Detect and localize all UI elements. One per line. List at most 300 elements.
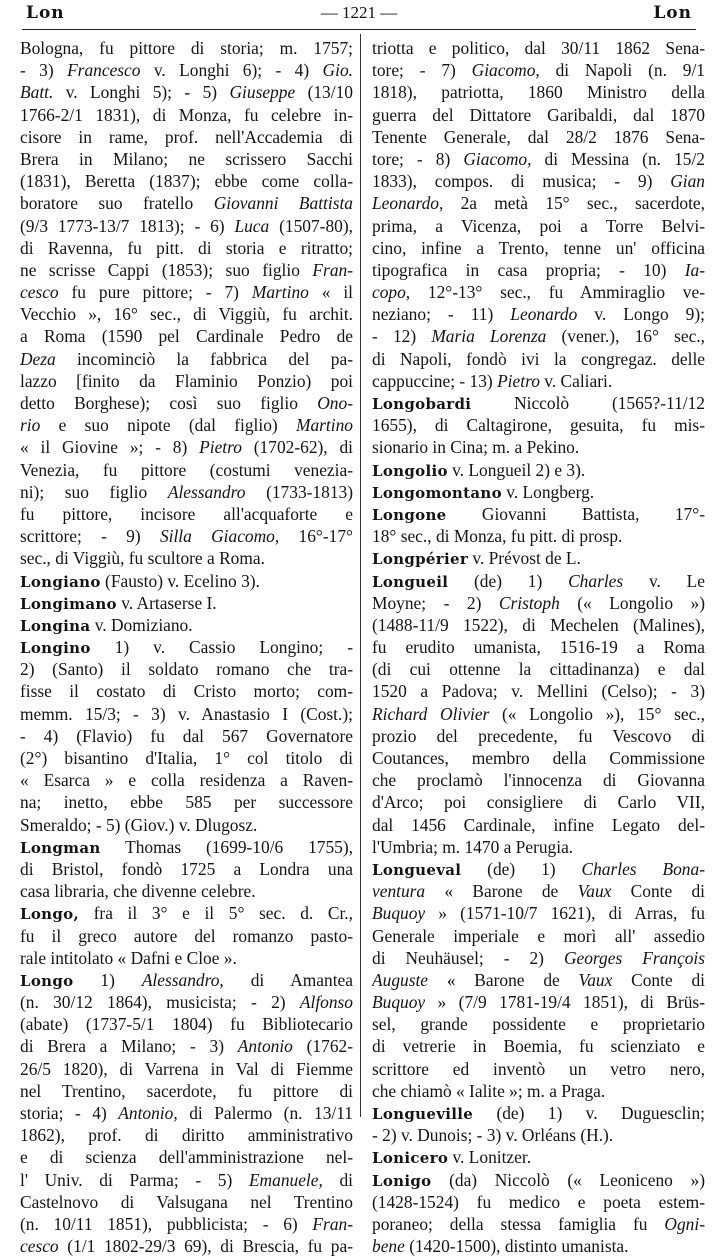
text-line bbox=[20, 259, 353, 281]
text-line bbox=[20, 1235, 353, 1257]
right-column bbox=[372, 37, 705, 1257]
text-segment: 2) (Santo) il soldato romano che tra- bbox=[20, 659, 353, 680]
italic-name: Cristoph bbox=[498, 592, 560, 613]
text-line bbox=[20, 1146, 353, 1168]
text-segment: e suo nipote (dal figlio) bbox=[40, 415, 296, 436]
text-line bbox=[372, 192, 705, 214]
text-segment: di Ravenna, fu pitt. di storia e ritratto; bbox=[20, 237, 353, 258]
text-line bbox=[372, 1191, 705, 1213]
text-line bbox=[20, 570, 353, 592]
text-segment: ne scrisse Cappi (1853); suo figlio bbox=[20, 259, 313, 280]
text-line bbox=[372, 525, 705, 547]
text-segment: Conte di bbox=[611, 881, 705, 902]
entry-headword: Lonigo bbox=[372, 1171, 432, 1190]
entry-headword: Longman bbox=[20, 838, 101, 857]
text-segment: memm. 15/3; - 3) v. Anastasio I (Cost.); bbox=[20, 703, 353, 724]
text-line bbox=[20, 547, 353, 569]
text-line bbox=[372, 148, 705, 170]
text-segment: v. Longueil 2) e 3). bbox=[447, 459, 586, 480]
text-segment: 1766-2/1 1831), di Monza, fu celebre in- bbox=[20, 104, 353, 125]
text-line bbox=[372, 747, 705, 769]
text-line bbox=[20, 791, 353, 813]
text-segment: (1831), Beretta (1837); ebbe come colla- bbox=[20, 171, 353, 192]
text-line bbox=[20, 192, 353, 214]
text-segment: (1733-1813) bbox=[245, 481, 353, 502]
text-line bbox=[20, 525, 353, 547]
text-segment: 1862), prof. di diritto amministrativo bbox=[20, 1125, 353, 1146]
text-segment: (1420-1500), distinto umanista. bbox=[404, 1236, 629, 1257]
text-segment: di Brera a Milano; - 3) bbox=[20, 1036, 238, 1057]
text-segment: Bologna, fu pittore di storia; m. 1757; bbox=[20, 38, 353, 58]
text-line bbox=[372, 1146, 705, 1168]
text-segment: v. Artaserse I. bbox=[116, 592, 217, 613]
text-segment: di bbox=[322, 1169, 353, 1190]
text-line bbox=[20, 1013, 353, 1035]
text-line bbox=[372, 969, 705, 991]
text-line bbox=[20, 170, 353, 192]
text-line bbox=[372, 170, 705, 192]
italic-name: Giacomo, bbox=[463, 148, 532, 169]
text-line bbox=[20, 836, 353, 858]
italic-name: rio bbox=[20, 415, 41, 436]
text-line bbox=[20, 37, 353, 59]
italic-name: Giacomo, bbox=[471, 60, 540, 81]
text-segment: 2a metà 15° sec., sacerdote, bbox=[443, 193, 705, 214]
text-segment: (vener.), 16° sec., bbox=[546, 326, 705, 347]
text-segment: neziano; - 11) bbox=[372, 304, 511, 325]
text-line bbox=[372, 237, 705, 259]
italic-name: Antonio bbox=[237, 1036, 293, 1057]
text-line bbox=[372, 703, 705, 725]
text-line bbox=[20, 1169, 353, 1191]
text-segment: 1520 a Padova; v. Mellini (Celso); - 3) bbox=[372, 681, 705, 702]
text-segment: « Barone de bbox=[428, 969, 579, 990]
text-line bbox=[20, 947, 353, 969]
text-line bbox=[20, 814, 353, 836]
italic-name: Buquoy bbox=[372, 903, 426, 924]
text-line bbox=[372, 81, 705, 103]
text-line bbox=[20, 303, 353, 325]
text-segment: (9/3 1773-13/7 1813); - 6) bbox=[20, 215, 235, 236]
entry-headword: Longueville bbox=[372, 1105, 474, 1123]
text-segment: guerra del Dittatore Garibaldi, dal 1870 bbox=[372, 104, 705, 125]
italic-name: Fran- bbox=[312, 1213, 353, 1234]
text-line bbox=[372, 436, 705, 458]
text-line bbox=[20, 215, 353, 237]
text-line bbox=[20, 1213, 353, 1235]
text-line bbox=[372, 614, 705, 636]
text-line bbox=[20, 503, 353, 525]
text-segment: prima, a Vicenza, poi a Torre Belvi- bbox=[372, 215, 705, 236]
text-segment: Generale imperiale e morì all' assedio bbox=[372, 925, 705, 946]
text-line bbox=[20, 481, 353, 503]
italic-name: Batt. bbox=[20, 82, 54, 103]
text-segment: 12°-13° sec., fu Ammiraglio ve- bbox=[410, 282, 705, 303]
italic-name: Martino bbox=[295, 415, 353, 436]
text-line bbox=[372, 503, 705, 525]
entry-headword: Longina bbox=[20, 616, 91, 635]
column-divider bbox=[360, 34, 361, 1117]
text-line bbox=[20, 59, 353, 81]
text-segment: che chiamò « Ialite »; m. a Praga. bbox=[372, 1080, 606, 1101]
text-line bbox=[372, 858, 705, 880]
text-line bbox=[20, 1191, 353, 1213]
text-segment: « il bbox=[308, 282, 353, 303]
text-line bbox=[20, 658, 353, 680]
text-line bbox=[20, 769, 353, 791]
text-segment: Moyne; - 2) bbox=[372, 592, 499, 613]
text-segment: Niccolò (1565?-11/12 bbox=[471, 393, 705, 413]
text-segment: di Napoli (n. 9/1 bbox=[539, 60, 705, 81]
text-line bbox=[20, 1102, 353, 1124]
text-line bbox=[372, 680, 705, 702]
text-line bbox=[20, 436, 353, 458]
text-segment: Giovanni Battista, 17°- bbox=[446, 503, 705, 524]
text-segment: e di scienza dell'amministrazione nel- bbox=[20, 1147, 353, 1168]
text-segment: fu pittore, incisore all'acquaforte e bbox=[20, 503, 353, 524]
entry-headword: Longobardi bbox=[372, 395, 472, 413]
text-segment: - 3) bbox=[20, 60, 68, 81]
text-line bbox=[372, 902, 705, 924]
italic-name: Alfonso bbox=[299, 992, 353, 1013]
text-segment: Vecchio », 16° sec., di Viggiù, fu archit. bbox=[20, 304, 353, 325]
text-segment: (« Longolio »), 15° sec., bbox=[489, 703, 705, 724]
text-line bbox=[372, 1013, 705, 1035]
text-segment: v. Longo 9); bbox=[577, 304, 705, 325]
text-segment: scrittore ed inventò un vetro nero, bbox=[372, 1058, 705, 1079]
text-segment: fu erudito umanista, 1516-19 a Roma bbox=[372, 637, 705, 658]
text-segment: 1818), patriotta, 1860 Ministro della bbox=[372, 82, 705, 103]
text-line bbox=[372, 1213, 705, 1235]
text-segment: (1702-62), di bbox=[241, 437, 353, 458]
text-segment: v. Domiziano. bbox=[90, 614, 193, 635]
text-segment: (1507-80), bbox=[269, 215, 353, 236]
text-segment: (de) 1) v. Duguesclin; bbox=[473, 1103, 705, 1123]
text-segment: (1488-11/9 1522), di Mechelen (Malines), bbox=[372, 614, 705, 635]
text-segment: incominciò la fabbrica del pa- bbox=[55, 348, 353, 369]
text-segment: v. Caliari. bbox=[539, 370, 613, 391]
text-line bbox=[20, 858, 353, 880]
text-line bbox=[20, 1035, 353, 1057]
text-segment: (abate) (1737-5/1 1804) fu Bibliotecario bbox=[20, 1014, 353, 1035]
text-segment: (n. 10/11 1851), pubblicista; - 6) bbox=[20, 1213, 313, 1234]
text-line bbox=[20, 414, 353, 436]
text-segment: 26/5 1820), di Varrena in Val di Fiemme bbox=[20, 1058, 353, 1079]
text-segment: v. Prévost de L. bbox=[468, 548, 581, 569]
italic-name: Ia- bbox=[684, 259, 705, 280]
page-header bbox=[0, 3, 718, 29]
text-line bbox=[372, 1102, 705, 1124]
text-line bbox=[20, 459, 353, 481]
entry-headword: Longone bbox=[372, 505, 447, 524]
text-line bbox=[372, 592, 705, 614]
text-line bbox=[372, 481, 705, 503]
text-segment: (« Longolio ») bbox=[559, 592, 705, 613]
text-segment: triotta e politico, dal 30/11 1862 Sena- bbox=[372, 38, 705, 58]
italic-name: Deza bbox=[20, 348, 56, 369]
entry-headword: Longiano bbox=[20, 572, 101, 591]
text-segment: « Esarca » e colla residenza a Raven- bbox=[20, 770, 353, 791]
text-segment: a Roma (1590 pel Cardinale Pedro de bbox=[20, 326, 353, 347]
text-segment: di vetrerie in Boemia, fu scienziato e bbox=[372, 1036, 705, 1057]
text-segment: tipografica in casa propria; - 10) bbox=[372, 259, 685, 280]
text-segment: (2°) bisantino d'Italia, 1° col titolo di bbox=[20, 748, 353, 768]
text-line bbox=[372, 636, 705, 658]
text-segment: - 2) v. Dunois; - 3) v. Orléans (H.). bbox=[372, 1125, 614, 1146]
text-line bbox=[372, 1169, 705, 1191]
italic-name: Charles Bona- bbox=[581, 858, 705, 879]
text-line bbox=[372, 281, 705, 303]
text-line bbox=[372, 259, 705, 281]
text-segment: lazzo [finito da Flaminio Ponzio) poi bbox=[20, 370, 353, 391]
text-segment: na; inetto, ebbe 585 per successore bbox=[20, 792, 353, 813]
entry-headword: Longino bbox=[20, 639, 91, 658]
text-line bbox=[372, 325, 705, 347]
text-segment: (de) 1) bbox=[461, 858, 582, 879]
text-segment: Brera in Milano; ne scrissero Sacchi bbox=[20, 148, 353, 169]
text-segment: casa libraria, che divenne celebre. bbox=[20, 881, 256, 902]
text-segment: Smeraldo; - 5) (Giov.) v. Dlugosz. bbox=[20, 814, 258, 835]
text-line bbox=[20, 348, 353, 370]
text-line bbox=[20, 592, 353, 614]
text-line bbox=[372, 1235, 705, 1257]
text-segment: 1) v. Cassio Longino; - bbox=[90, 637, 353, 658]
text-line bbox=[372, 348, 705, 370]
italic-name: Charles bbox=[568, 570, 624, 591]
text-line bbox=[372, 303, 705, 325]
text-line bbox=[372, 392, 705, 414]
text-line bbox=[372, 991, 705, 1013]
text-segment: v. Lonitzer. bbox=[448, 1147, 532, 1168]
text-segment: di Amantea bbox=[223, 969, 353, 990]
italic-name: Giovanni Battista bbox=[213, 193, 353, 214]
text-line bbox=[372, 725, 705, 747]
text-segment: nel Trentino, sacerdote, fu pittore di bbox=[20, 1080, 353, 1101]
italic-name: Emanuele, bbox=[248, 1169, 323, 1190]
text-segment: poraneo; della stessa famiglia fu bbox=[372, 1213, 665, 1234]
text-segment: (1/1 1802-29/3 69), di Brescia, fu pa- bbox=[58, 1236, 353, 1257]
italic-name: Ono- bbox=[317, 393, 353, 413]
text-segment: cino, infine a Trento, tenne un' officina bbox=[372, 237, 705, 258]
italic-name: Gian bbox=[670, 171, 705, 192]
italic-name: Francesco bbox=[67, 60, 141, 81]
text-line bbox=[372, 37, 705, 59]
text-line bbox=[372, 570, 705, 592]
text-segment: boratore suo fratello bbox=[20, 193, 214, 214]
text-line bbox=[20, 636, 353, 658]
text-segment: dal 1456 Cardinale, infine Legato del- bbox=[372, 814, 705, 835]
italic-name: Buquoy bbox=[372, 992, 426, 1013]
text-segment: d'Arco; poi consigliere di Carlo VII, bbox=[372, 792, 705, 813]
text-segment: fu il greco autore del romanzo pasto- bbox=[20, 925, 353, 946]
italic-name: Vaux bbox=[577, 881, 612, 902]
text-segment: (Fausto) v. Ecelino 3). bbox=[100, 570, 260, 591]
text-segment: che proclamò l'innocenza di Giovanna bbox=[372, 770, 705, 791]
italic-name: Maria Lorenza bbox=[431, 326, 547, 347]
italic-name: Pietro bbox=[199, 437, 242, 458]
text-segment: tore; - 8) bbox=[372, 148, 464, 169]
text-segment: « il Giovine »; - 8) bbox=[20, 437, 200, 458]
text-line bbox=[20, 614, 353, 636]
text-line bbox=[372, 1058, 705, 1080]
entry-headword: Longimano bbox=[20, 594, 117, 613]
italic-name: Alessandro bbox=[167, 481, 246, 502]
text-line bbox=[20, 104, 353, 126]
text-segment: (1762- bbox=[292, 1036, 353, 1057]
italic-name: ventura bbox=[372, 881, 426, 902]
text-line bbox=[372, 658, 705, 680]
text-line bbox=[20, 725, 353, 747]
text-segment: « Barone de bbox=[425, 881, 578, 902]
italic-name: Richard Olivier bbox=[372, 703, 490, 724]
text-segment: scrittore; - 9) bbox=[20, 526, 160, 547]
text-segment: di Bristol, fondò 1725 a Londra una bbox=[20, 858, 353, 879]
text-segment: rale intitolato « Dafni e Cloe ». bbox=[20, 947, 237, 968]
text-segment: sec., di Viggiù, fu scultore a Roma. bbox=[20, 548, 265, 569]
text-segment: v. Longhi 6); - 4) bbox=[140, 60, 323, 81]
text-segment: » (7/9 1781-19/4 1851), di Brüs- bbox=[425, 992, 705, 1013]
text-line bbox=[20, 747, 353, 769]
text-line bbox=[372, 59, 705, 81]
text-segment: di Messina (n. 15/2 bbox=[531, 148, 705, 169]
text-segment: ni); suo figlio bbox=[20, 481, 168, 502]
text-segment: 18° sec., di Monza, fu pitt. di prosp. bbox=[372, 526, 623, 547]
text-line bbox=[20, 370, 353, 392]
text-line bbox=[372, 791, 705, 813]
italic-name: Martino bbox=[251, 282, 309, 303]
text-segment: Tenente Generale, dal 28/2 1876 Sena- bbox=[372, 126, 705, 147]
text-segment: (n. 30/12 1864), musicista; - 2) bbox=[20, 992, 300, 1013]
text-segment: 1833), compos. di musica; - 9) bbox=[372, 171, 671, 192]
text-line bbox=[20, 902, 353, 924]
text-segment: (di cui ottenne la cittadinanza) e dal bbox=[372, 659, 705, 680]
text-line bbox=[20, 680, 353, 702]
text-segment: - 12) bbox=[372, 326, 432, 347]
left-column bbox=[20, 37, 353, 1257]
italic-name: Gio. bbox=[322, 60, 353, 81]
italic-name: cesco bbox=[20, 282, 59, 303]
italic-name: Vaux bbox=[578, 969, 613, 990]
text-segment: tore; - 7) bbox=[372, 60, 472, 81]
text-segment: Venezia, fu pittore (costumi venezia- bbox=[20, 459, 353, 480]
italic-name: Antonio, bbox=[118, 1103, 178, 1123]
text-line bbox=[20, 925, 353, 947]
text-segment: Thomas (1699-10/6 1755), bbox=[100, 836, 353, 857]
text-segment: v. Longberg. bbox=[501, 481, 595, 502]
text-line bbox=[372, 370, 705, 392]
text-line bbox=[372, 880, 705, 902]
text-line bbox=[372, 459, 705, 481]
text-line bbox=[372, 215, 705, 237]
text-segment: cappuccine; - 13) bbox=[372, 370, 498, 391]
text-segment: v. Le bbox=[623, 570, 705, 591]
text-segment: Castelnovo di Valsugana nel Trentino bbox=[20, 1191, 353, 1212]
italic-name: Fran- bbox=[312, 259, 353, 280]
entry-headword: Lonicero bbox=[372, 1149, 449, 1168]
italic-name: Leonardo, bbox=[372, 193, 444, 214]
text-line bbox=[372, 814, 705, 836]
text-line bbox=[372, 547, 705, 569]
text-line bbox=[20, 126, 353, 148]
text-segment: Coutances, membro della Commissione bbox=[372, 748, 705, 768]
text-line bbox=[372, 947, 705, 969]
text-line bbox=[372, 1035, 705, 1057]
italic-name: Giuseppe bbox=[229, 82, 296, 103]
text-segment: - 4) (Flavio) fu dal 567 Governatore bbox=[20, 725, 353, 746]
italic-name: Auguste bbox=[372, 969, 429, 990]
text-segment: (1428-1524) fu medico e poeta estem- bbox=[372, 1191, 705, 1212]
entry-headword: Longo, bbox=[20, 905, 79, 924]
entry-headword: Longueil bbox=[372, 572, 449, 591]
text-segment: prozio del precedente, fu Vescovo di bbox=[372, 725, 705, 746]
text-line bbox=[20, 1058, 353, 1080]
text-segment: 1655), di Caltagirone, gesuita, fu mis- bbox=[372, 415, 705, 436]
text-line bbox=[372, 769, 705, 791]
entry-headword: Longueval bbox=[372, 860, 462, 879]
text-segment: » (1571-10/7 1621), di Arras, fu bbox=[425, 903, 705, 924]
text-line bbox=[20, 703, 353, 725]
text-segment: , 16°-17° bbox=[274, 526, 353, 547]
entry-headword: Longolio bbox=[372, 461, 448, 480]
italic-name: Ogni- bbox=[664, 1213, 705, 1234]
text-segment: di Napoli, fondò ivi la congregaz. delle bbox=[372, 348, 705, 369]
text-segment: fu pure pittore; - 7) bbox=[58, 282, 252, 303]
text-segment: sionario in Cina; m. a Pekino. bbox=[372, 437, 580, 458]
text-line bbox=[372, 1124, 705, 1146]
text-line bbox=[372, 126, 705, 148]
italic-name: bene bbox=[372, 1236, 405, 1257]
entry-headword: Longpérier bbox=[372, 550, 469, 569]
text-segment: 1) bbox=[73, 969, 142, 990]
text-segment: l' Univ. di Parma; - 5) bbox=[20, 1169, 249, 1190]
italic-name: cesco bbox=[20, 1236, 59, 1257]
text-line bbox=[20, 325, 353, 347]
entry-headword: Longo bbox=[20, 971, 74, 990]
text-segment: di Palermo (n. 13/11 bbox=[177, 1103, 353, 1123]
text-line bbox=[20, 148, 353, 170]
text-segment: v. Longhi 5); - 5) bbox=[53, 82, 230, 103]
text-segment: Conte di bbox=[612, 969, 705, 990]
text-line bbox=[372, 925, 705, 947]
text-segment: cisore in rame, prof. nell'Accademia di bbox=[20, 126, 353, 147]
italic-name: Georges François bbox=[563, 947, 705, 968]
text-line bbox=[20, 880, 353, 902]
text-line bbox=[20, 1124, 353, 1146]
text-line bbox=[20, 81, 353, 103]
running-head-right: Lon bbox=[653, 3, 692, 23]
running-head-left: Lon bbox=[26, 3, 65, 23]
text-line bbox=[20, 392, 353, 414]
text-segment: l'Umbria; m. 1470 a Perugia. bbox=[372, 836, 574, 857]
text-line bbox=[372, 104, 705, 126]
text-segment: detto Borghese); così suo figlio bbox=[20, 393, 318, 413]
text-line bbox=[372, 414, 705, 436]
text-segment: (13/10 bbox=[295, 82, 353, 103]
italic-name: Pietro bbox=[497, 370, 540, 391]
text-segment: (da) Niccolò (« Leoniceno ») bbox=[431, 1169, 705, 1190]
text-segment: sel, grande possidente e proprietario bbox=[372, 1014, 705, 1035]
entry-headword: Longomontano bbox=[372, 483, 502, 502]
italic-name: copo, bbox=[372, 282, 411, 303]
text-segment: (de) 1) bbox=[448, 570, 569, 591]
italic-name: Luca bbox=[234, 215, 270, 236]
header-rule bbox=[22, 29, 696, 30]
italic-name: Leonardo bbox=[510, 304, 578, 325]
text-line bbox=[372, 836, 705, 858]
text-segment: fisse il costato di Cristo morto; com- bbox=[20, 681, 353, 702]
text-segment: di Neuhäusel; - 2) bbox=[372, 947, 564, 968]
text-line bbox=[20, 237, 353, 259]
